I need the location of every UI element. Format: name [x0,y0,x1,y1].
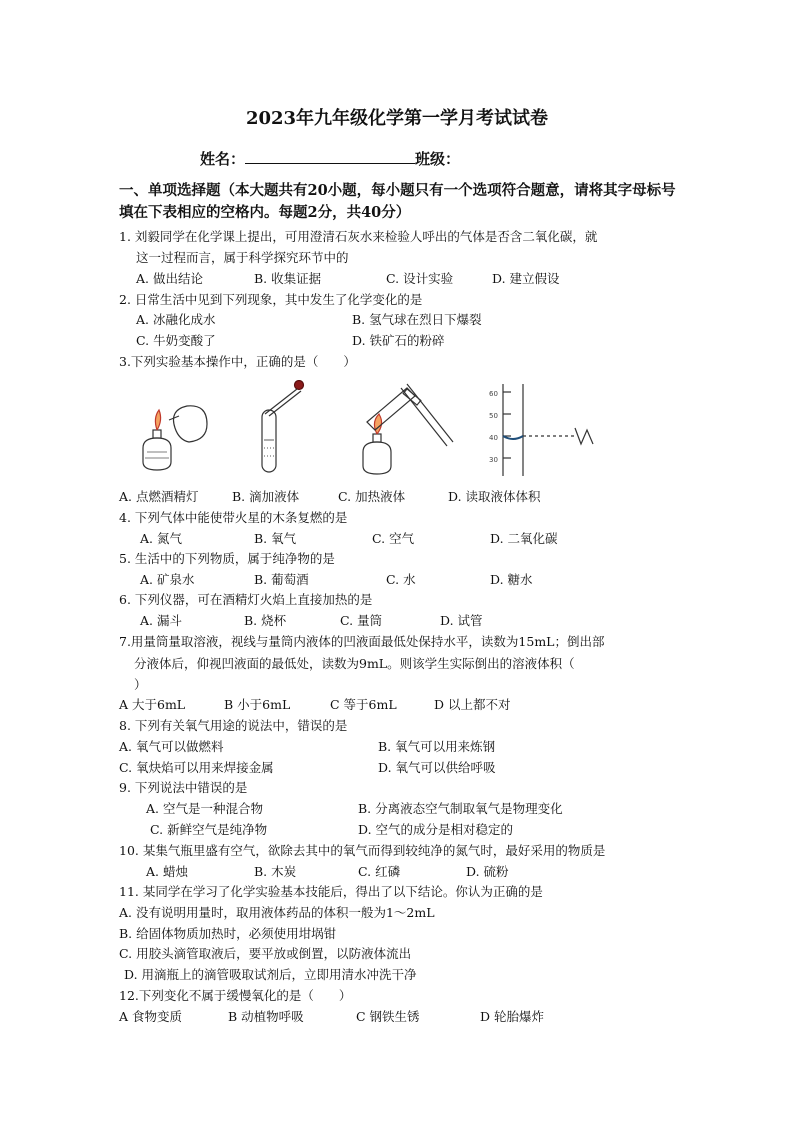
q7-option-d: D 以上都不对 [434,697,511,712]
q4-option-a: A. 氮气 [140,531,182,546]
q6-stem: 6. 下列仪器，可在酒精灯火焰上直接加热的是 [119,592,373,607]
cylinder-tick-50: 50 [489,412,498,420]
q11-stem: 11. 某同学在学习了化学实验基本技能后，得出了以下结论。你认为正确的是 [119,884,543,899]
q6-option-c: C. 量筒 [340,613,383,628]
q5-option-b: B. 葡萄酒 [254,572,309,587]
q7-stem-line1: 7.用量筒量取溶液，视线与量筒内液体的凹液面最低处保持水平，读数为15mL；倒出部 [119,634,605,649]
q12-option-d: D 轮胎爆炸 [480,1009,544,1024]
q8-stem: 8. 下列有关氧气用途的说法中，错误的是 [119,718,348,733]
cylinder-tick-40: 40 [489,434,498,442]
q12-stem: 12.下列变化不属于缓慢氧化的是（ ） [119,988,352,1003]
q8-option-d: D. 氧气可以供给呼吸 [378,760,496,775]
q4-stem: 4. 下列气体中能使带火星的木条复燃的是 [119,510,348,525]
q9-option-a: A. 空气是一种混合物 [146,801,263,816]
q9-stem: 9. 下列说法中错误的是 [119,780,248,795]
q3-option-b: B. 滴加液体 [232,489,300,504]
q1-option-c: C. 设计实验 [386,271,454,286]
q3-option-d: D. 读取液体体积 [448,489,541,504]
q9-option-b: B. 分离液态空气制取氧气是物理变化 [358,801,563,816]
q10-option-b: B. 木炭 [254,864,297,879]
q7-stem-line2: 分液体后，仰视凹液面的最低处，读数为9mL。则该学生实际倒出的溶液体积（ [134,656,575,671]
q3-option-a: A. 点燃酒精灯 [119,489,199,504]
q11-option-d: D. 用滴瓶上的滴管吸取试剂后，立即用清水冲洗干净 [124,967,417,982]
q5-option-c: C. 水 [386,572,416,587]
q9-option-c: C. 新鲜空气是纯净物 [150,822,268,837]
q5-option-a: A. 矿泉水 [140,572,195,587]
q5-option-d: D. 糖水 [490,572,533,587]
q10-option-d: D. 硫粉 [466,864,509,879]
q2-option-a: A. 冰融化成水 [136,312,216,327]
q10-stem: 10. 某集气瓶里盛有空气，欲除去其中的氧气而得到较纯净的氮气时，最好采用的物质是 [119,843,606,858]
q8-option-c: C. 氧炔焰可以用来焊接金属 [119,760,274,775]
student-info [200,148,460,169]
q11-option-c: C. 用胶头滴管取液后，要平放或倒置，以防液体流出 [119,946,412,961]
q8-option-b: B. 氧气可以用来炼钢 [378,739,496,754]
q7-option-c: C 等于6mL [330,697,397,712]
graduated-cylinder-figure [503,384,593,476]
q7-option-b: B 小于6mL [224,697,291,712]
q2-option-d: D. 铁矿石的粉碎 [352,333,445,348]
alcohol-lamp-lighting-figure [143,406,207,470]
q1-option-d: D. 建立假设 [492,271,560,286]
q4-option-c: C. 空气 [372,531,415,546]
q6-option-a: A. 漏斗 [140,613,182,628]
q3-figures [135,380,595,484]
dropper-test-tube-figure [262,381,304,473]
q8-option-a: A. 氧气可以做燃料 [119,739,224,754]
q6-option-d: D. 试管 [440,613,483,628]
q10-option-a: A. 蜡烛 [146,864,188,879]
q12-option-c: C 钢铁生锈 [356,1009,420,1024]
q5-stem: 5. 生活中的下列物质，属于纯净物的是 [119,551,335,566]
q4-option-d: D. 二氧化碳 [490,531,558,546]
cylinder-tick-30: 30 [489,456,498,464]
q2-option-b: B. 氢气球在烈日下爆裂 [352,312,482,327]
q11-option-a: A. 没有说明用量时，取用液体药品的体积一般为1～2mL [119,905,435,920]
q12-option-a: A 食物变质 [119,1009,183,1024]
q1-option-a: A. 做出结论 [136,271,203,286]
section-heading: 一、单项选择题（本大题共有20小题，每小题只有一个选项符合题意，请将其字母标号填在下表相应的空格内。每题2分，共40分） [119,182,676,221]
q10-option-c: C. 红磷 [358,864,401,879]
class-label: 班级： [415,150,461,168]
q1-stem-line1: 1. 刘毅同学在化学课上提出，可用澄清石灰水来检验人呼出的气体是否含二氧化碳，就 [119,229,598,244]
q12-option-b: B 动植物呼吸 [228,1009,304,1024]
name-label: 姓名： [200,150,246,168]
q6-option-b: B. 烧杯 [244,613,287,628]
q1-stem-line2: 这一过程而言，属于科学探究环节中的 [136,250,349,265]
q9-option-d: D. 空气的成分是相对稳定的 [358,822,514,837]
q3-stem: 3.下列实验基本操作中，正确的是（ ） [119,354,356,369]
q7-stem-line3: ） [134,677,147,692]
q11-option-b: B. 给固体物质加热时，必须使用坩埚钳 [119,926,337,941]
q7-option-a: A 大于6mL [119,697,186,712]
q4-option-b: B. 氧气 [254,531,297,546]
q1-option-b: B. 收集证据 [254,271,322,286]
q2-option-c: C. 牛奶变酸了 [136,333,216,348]
name-blank[interactable] [245,149,415,164]
page-title: 2023年九年级化学第一学月考试试卷 [245,108,549,129]
q2-stem: 2. 日常生活中见到下列现象，其中发生了化学变化的是 [119,292,423,307]
heating-liquid-figure [363,384,453,474]
cylinder-tick-60: 60 [489,390,498,398]
q3-option-c: C. 加热液体 [338,489,406,504]
